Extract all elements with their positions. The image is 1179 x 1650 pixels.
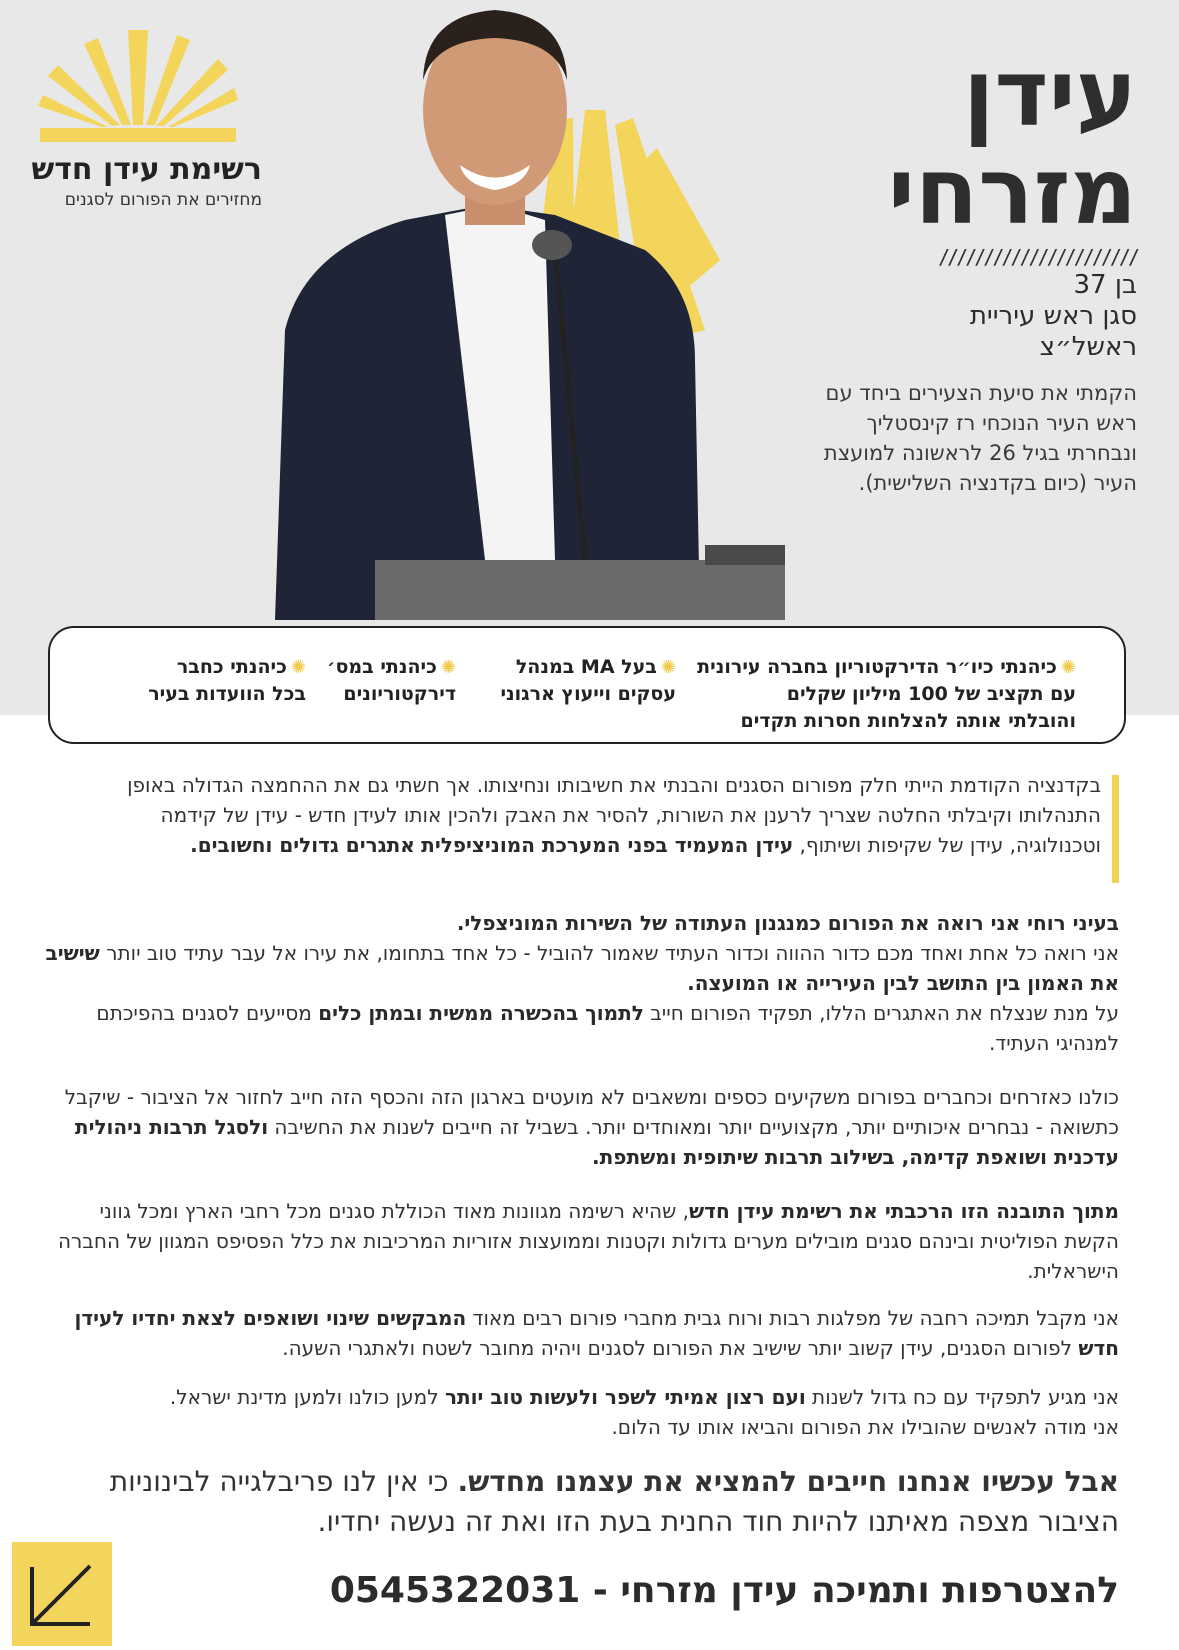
text-run-bold: המבקשים שינוי ושואפים לצאת יחדיו לעידן חדש <box>74 1306 1119 1360</box>
text-run: כי אין לנו פריבלגייה לבינוניות הציבור מצפה מאיתנו להיות חוד החנית בעת הזו ואת זה נעשה יחדיו. <box>109 1465 1119 1538</box>
paragraph-intro <box>81 770 1101 860</box>
logo-title: רשימת עידן חדש <box>31 152 262 187</box>
sun-bullet-icon: ✺ <box>290 657 306 678</box>
sun-bullet-icon: ✺ <box>1060 657 1076 678</box>
bio-line: ונבחרתי בגיל 26 לראשונה למועצת <box>823 441 1137 465</box>
paragraph-investment <box>39 1082 1119 1172</box>
text-run-bold: מתוך התובנה הזו הרכבתי את רשימת עידן חדש <box>689 1199 1119 1223</box>
sun-bullet-icon: ✺ <box>660 657 676 678</box>
candidate-name <box>817 40 1137 245</box>
candidate-age: בן 37 <box>1073 270 1137 300</box>
candidate-role-line2: ראשל״צ <box>1039 332 1137 362</box>
arrow-down-left-icon <box>12 1542 112 1646</box>
text-run-bold: לתמוך בהכשרה ממשית ובמתן כלים <box>318 1001 644 1025</box>
highlight-item <box>500 654 676 708</box>
paragraph-list <box>39 1196 1119 1286</box>
sun-bullet-icon: ✺ <box>440 657 456 678</box>
candidate-photo <box>255 0 785 620</box>
text-run: לפורום הסגנים, עידן קשוב יותר שישיב את הפורום לסגנים ויהיה מחובר לשטח ולאתגרי השעה. <box>282 1336 1079 1360</box>
text-run-bold: אבל עכשיו אנחנו חייבים להמציא את עצמנו מחדש. <box>457 1465 1119 1498</box>
decorative-slashes: ////////////////////// <box>938 245 1137 269</box>
highlight-line: עסקים וייעוץ ארגוני <box>500 683 676 705</box>
paragraph-commitment <box>39 1382 1119 1442</box>
paragraph-vision <box>39 908 1119 1058</box>
text-run: , שהיא רשימה מגוונות מאוד הכוללת סגנים מכל רחבי הארץ ומכל גווני הקשת הפוליטית ובינהם סגנים מובילים מערים גדולות וקטנות וממועצות אזוריות המרכיבות את כלל הפסיפס המגוון של החברה הישראלית. <box>57 1199 1119 1283</box>
text-run-bold: אתגרים גדולים וחשובים. <box>190 833 415 857</box>
text-run: אני מגיע לתפקיד עם כח גדול לשנות <box>805 1385 1119 1409</box>
highlight-item <box>327 654 456 708</box>
highlight-item <box>697 654 1076 735</box>
text-run: אני מודה לאנשים שהובילו את הפורום והביאו אותו עד הלום. <box>611 1415 1119 1439</box>
name-line1: עידן <box>962 40 1137 147</box>
name-line2: מזרחי <box>887 138 1137 245</box>
highlight-line: כיהנתי במס׳ <box>327 656 437 678</box>
text-run: אני מקבל תמיכה רחבה של מפלגות רבות ורוח גבית מחברי פורום רבים מאוד <box>466 1306 1119 1330</box>
highlight-line: כיהנתי כחבר <box>176 656 287 678</box>
highlight-line: בכל הוועדות בעיר <box>148 683 306 705</box>
highlight-line: והובלתי אותה להצלחות חסרות תקדים <box>740 710 1076 732</box>
highlight-line: עם תקציב של 100 מיליון שקלים <box>786 683 1076 705</box>
text-run: בקדנציה הקודמת הייתי חלק מפורום הסגנים והבנתי את חשיבותו ונחיצותו. אך חשתי גם את ההחמצה הגדולה באופן התנהלותו וקיבלתי החלטה שצריך לרענן את השורות, להסיר את האבק ולהכין אותו לעידן חדש - עידן של קידמה וטכנולוגיה, עידן של שקיפות ושיתוף, <box>127 773 1101 857</box>
closing-statement <box>39 1462 1119 1542</box>
contact-line: להצטרפות ותמיכה עידן מזרחי - 0545322031 <box>329 1570 1119 1611</box>
text-run-bold: ועם רצון אמיתי לשפר ולעשות טוב יותר <box>444 1385 806 1409</box>
text-run-bold: עידן המעמיד בפני המערכת המוניציפלית <box>421 833 794 857</box>
text-run: על מנת שנצלח את האתגרים הללו, תפקיד הפורום חייב <box>643 1001 1119 1025</box>
highlights-box <box>48 626 1126 744</box>
logo-subtitle: מחזירים את הפורום לסגנים <box>64 190 262 210</box>
text-run: למען כולנו ולמען מדינת ישראל. <box>169 1385 445 1409</box>
candidate-bio <box>757 378 1137 498</box>
candidate-info <box>837 270 1137 363</box>
candidate-role-line1: סגן ראש עיריית <box>969 301 1137 331</box>
text-run: כולנו כאזרחים וכחברים בפורום משקיעים כספים ומשאבים לא מועטים בארגון הזה והכסף הזה חייב לחזור אל הציבור - שיקבל כתשואה - נבחרים איכותיים יותר, מקצועיים יותר ומאוחדים יותר. בשביל זה חייבים לשנות את החשיבה <box>64 1085 1119 1139</box>
highlight-line: דירקטוריונים <box>343 683 456 705</box>
text-run: אני רואה כל אחת ואחד מכם כדור ההווה וכדור העתיד שאמור להוביל - כל אחד בתחומו, את עירו אל עבר עתיד טוב יותר <box>99 941 1119 965</box>
highlight-line: כיהנתי כיו״ר הדירקטוריון בחברה עירונית <box>697 656 1057 678</box>
quote-accent-bar <box>1112 775 1119 883</box>
highlight-line: בעל MA במנהל <box>515 656 657 678</box>
bio-line: העיר (כיום בקדנציה השלישית). <box>858 471 1137 495</box>
bio-line: ראש העיר הנוכחי רז קינסטליך <box>866 411 1137 435</box>
text-run: מסייעים לסגנים בהפיכתם למנהיגי העתיד. <box>96 1001 1119 1055</box>
paragraph-support <box>39 1303 1119 1363</box>
text-run-bold: שישיב את האמון בין התושב לבין העירייה או המועצה. <box>45 941 1119 995</box>
text-run-bold: בעיני רוחי אני רואה את הפורום כמנגנון העתודה של השירות המוניצפלי. <box>456 911 1119 935</box>
highlight-item <box>148 654 306 708</box>
text-run-bold: ולסגל תרבות ניהולית עדכנית ושואפת קדימה, בשילוב תרבות שיתופית ומשתפת. <box>74 1115 1119 1169</box>
bio-line: הקמתי את סיעת הצעירים ביחד עם <box>825 381 1137 405</box>
corner-badge <box>12 1542 112 1646</box>
